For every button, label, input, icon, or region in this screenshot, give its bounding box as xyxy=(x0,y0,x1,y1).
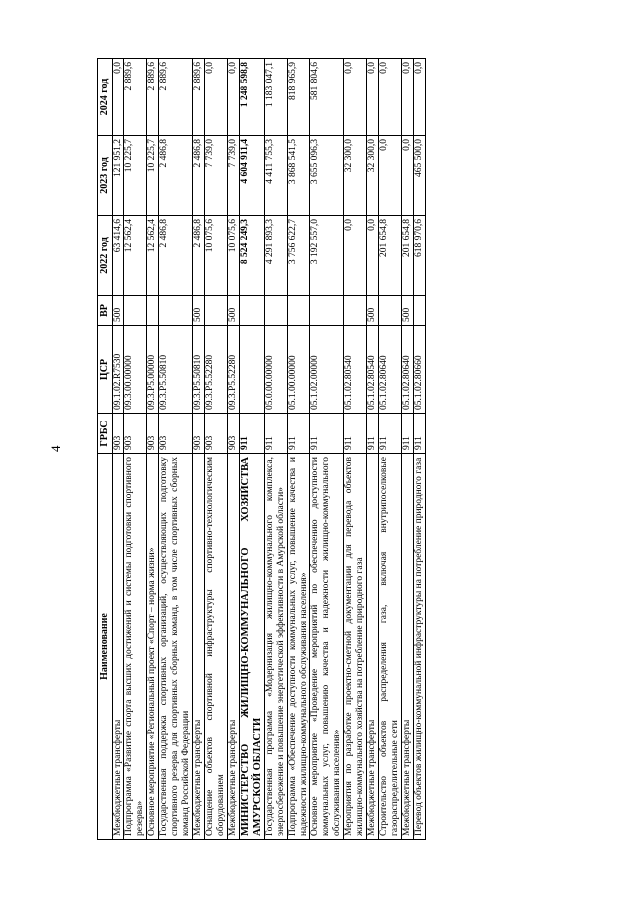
cell-vr xyxy=(413,296,425,326)
cell-name: Государственная программа «Модернизация жилищно-коммунального комплекса, энергосбережение и повышение энергетической эффективности в Амурской области» xyxy=(264,454,287,840)
cell-name: Основное мероприятие «Региональный проект «Спорт – норма жизни» xyxy=(147,454,159,840)
cell-2023: 2 486,8 xyxy=(192,136,204,216)
cell-grbs: 903 xyxy=(227,414,239,454)
cell-2024: 581 804,6 xyxy=(310,59,344,136)
cell-2023: 7 739,0 xyxy=(204,136,227,216)
cell-2022: 10 075,6 xyxy=(227,216,239,296)
cell-csr xyxy=(239,326,264,414)
cell-2023: 465 500,0 xyxy=(413,136,425,216)
cell-csr: 05.1.02.80540 xyxy=(344,326,367,414)
cell-2022: 2 486,8 xyxy=(159,216,193,296)
cell-grbs: 911 xyxy=(367,414,379,454)
cell-csr: 09.3.P5.52280 xyxy=(227,326,239,414)
cell-2024: 0,0 xyxy=(401,59,413,136)
cell-2024: 0,0 xyxy=(378,59,401,136)
cell-2023: 32 300,0 xyxy=(344,136,367,216)
cell-grbs: 911 xyxy=(413,414,425,454)
cell-vr xyxy=(378,296,401,326)
table-row xyxy=(264,59,287,840)
table-row xyxy=(401,59,413,840)
cell-vr xyxy=(310,296,344,326)
header-vr: ВР xyxy=(98,296,113,326)
cell-2022: 201 654,8 xyxy=(401,216,413,296)
table-row xyxy=(310,59,344,840)
cell-vr: 500 xyxy=(227,296,239,326)
cell-2022: 3 756 622,7 xyxy=(287,216,310,296)
header-grbs: ГРБС xyxy=(98,414,113,454)
cell-csr: 05.1.02.80540 xyxy=(367,326,379,414)
cell-csr: 09.3.P5.52280 xyxy=(204,326,227,414)
cell-grbs: 911 xyxy=(401,414,413,454)
cell-2022: 0,0 xyxy=(344,216,367,296)
cell-grbs: 911 xyxy=(344,414,367,454)
cell-2024: 0,0 xyxy=(367,59,379,136)
table-row xyxy=(159,59,193,840)
cell-name: Мероприятия по разработке проектно-сметной документации для перевода объектов жилищно-коммунального хозяйства на потребление природного газа xyxy=(344,454,367,840)
cell-vr xyxy=(239,296,264,326)
table-row xyxy=(147,59,159,840)
cell-2023: 4 411 755,3 xyxy=(264,136,287,216)
cell-grbs: 903 xyxy=(192,414,204,454)
cell-2022: 12 562,4 xyxy=(124,216,147,296)
header-csr: ЦСР xyxy=(98,326,113,414)
cell-vr xyxy=(344,296,367,326)
cell-grbs: 911 xyxy=(264,414,287,454)
cell-2023: 4 604 911,4 xyxy=(239,136,264,216)
cell-name: Государственная поддержка спортивных организаций, осуществляющих подготовку спортивного резерва для спортивных сборных команд, в том числе спортивных сборных команд Российской Федерации xyxy=(159,454,193,840)
cell-2023: 3 868 541,5 xyxy=(287,136,310,216)
table-row xyxy=(204,59,227,840)
budget-table-container xyxy=(97,59,559,840)
cell-name: Подпрограмма «Обеспечение доступности коммунальных услуг, повышение качества и надежности жилищно-коммунального обслуживания населения» xyxy=(287,454,310,840)
table-header-row xyxy=(98,59,113,840)
cell-name: Перевод объектов жилищно-коммунальной инфраструктуры на потребление природного газа xyxy=(413,454,425,840)
cell-2022: 8 524 249,3 xyxy=(239,216,264,296)
cell-2023: 0,0 xyxy=(378,136,401,216)
table-row xyxy=(287,59,310,840)
cell-2023: 32 300,0 xyxy=(367,136,379,216)
cell-vr: 500 xyxy=(367,296,379,326)
cell-grbs: 903 xyxy=(147,414,159,454)
cell-2024: 2 889,6 xyxy=(159,59,193,136)
cell-2023: 121 951,2 xyxy=(112,136,124,216)
cell-csr: 09.3.P5.50810 xyxy=(192,326,204,414)
cell-name: Подпрограмма «Развитие спорта высших достижений и системы подготовки спортивного резерва» xyxy=(124,454,147,840)
cell-vr xyxy=(204,296,227,326)
cell-2022: 0,0 xyxy=(367,216,379,296)
cell-2023: 3 655 096,3 xyxy=(310,136,344,216)
table-row xyxy=(378,59,401,840)
budget-table xyxy=(97,58,426,840)
cell-grbs: 903 xyxy=(124,414,147,454)
cell-2024: 1 248 598,8 xyxy=(239,59,264,136)
cell-csr: 05.1.02.80660 xyxy=(413,326,425,414)
cell-grbs: 903 xyxy=(204,414,227,454)
cell-name: Межбюджетные трансферты xyxy=(192,454,204,840)
cell-2022: 3 192 557,0 xyxy=(310,216,344,296)
cell-2022: 10 075,6 xyxy=(204,216,227,296)
cell-2022: 4 291 893,3 xyxy=(264,216,287,296)
cell-2022: 12 562,4 xyxy=(147,216,159,296)
table-row xyxy=(239,59,264,840)
cell-csr: 09.1.02.R7530 xyxy=(112,326,124,414)
cell-csr: 05.0.00.00000 xyxy=(264,326,287,414)
cell-csr: 09.3.P5.50810 xyxy=(159,326,193,414)
cell-name: МИНИСТЕРСТВО ЖИЛИЩНО-КОММУНАЛЬНОГО ХОЗЯЙСТВА АМУРСКОЙ ОБЛАСТИ xyxy=(239,454,264,840)
page-number: 4 xyxy=(48,445,63,452)
cell-name: Межбюджетные трансферты xyxy=(227,454,239,840)
table-body xyxy=(112,59,425,840)
cell-2024: 0,0 xyxy=(344,59,367,136)
header-2023: 2023 год xyxy=(98,136,113,216)
cell-grbs: 911 xyxy=(287,414,310,454)
cell-csr: 09.3.00.00000 xyxy=(124,326,147,414)
cell-2023: 7 739,0 xyxy=(227,136,239,216)
header-2022: 2022 год xyxy=(98,216,113,296)
cell-csr: 05.1.02.80640 xyxy=(378,326,401,414)
cell-vr: 500 xyxy=(192,296,204,326)
cell-2023: 10 225,7 xyxy=(147,136,159,216)
cell-grbs: 911 xyxy=(239,414,264,454)
cell-csr: 05.1.00.00000 xyxy=(287,326,310,414)
cell-csr: 05.1.02.80640 xyxy=(401,326,413,414)
cell-vr xyxy=(147,296,159,326)
table-row xyxy=(344,59,367,840)
table-row xyxy=(124,59,147,840)
cell-name: Межбюджетные трансферты xyxy=(401,454,413,840)
cell-name: Межбюджетные трансферты xyxy=(112,454,124,840)
cell-vr xyxy=(264,296,287,326)
cell-2024: 0,0 xyxy=(413,59,425,136)
header-2024: 2024 год xyxy=(98,59,113,136)
cell-2024: 1 183 047,1 xyxy=(264,59,287,136)
table-row xyxy=(227,59,239,840)
cell-grbs: 911 xyxy=(378,414,401,454)
cell-vr xyxy=(287,296,310,326)
cell-name: Межбюджетные трансферты xyxy=(367,454,379,840)
cell-2024: 818 965,9 xyxy=(287,59,310,136)
cell-2022: 63 414,6 xyxy=(112,216,124,296)
cell-2024: 2 889,6 xyxy=(147,59,159,136)
cell-grbs: 911 xyxy=(310,414,344,454)
cell-grbs: 903 xyxy=(159,414,193,454)
cell-csr: 05.1.02.00000 xyxy=(310,326,344,414)
cell-name: Основное мероприятие «Проведение мероприятий по обеспечению доступности коммунальных услуг, повышению качества и надежности жилищно-коммунального обслуживания населения» xyxy=(310,454,344,840)
table-row xyxy=(413,59,425,840)
cell-vr: 500 xyxy=(112,296,124,326)
cell-grbs: 903 xyxy=(112,414,124,454)
cell-name: Оснащение объектов спортивной инфраструктуры спортивно-технологическим оборудованием xyxy=(204,454,227,840)
cell-2022: 201 654,8 xyxy=(378,216,401,296)
cell-2024: 0,0 xyxy=(204,59,227,136)
cell-2024: 0,0 xyxy=(227,59,239,136)
cell-2024: 2 889,6 xyxy=(192,59,204,136)
cell-2022: 618 970,6 xyxy=(413,216,425,296)
cell-2024: 0,0 xyxy=(112,59,124,136)
cell-vr xyxy=(159,296,193,326)
cell-2023: 0,0 xyxy=(401,136,413,216)
cell-vr: 500 xyxy=(401,296,413,326)
cell-2022: 2 486,8 xyxy=(192,216,204,296)
cell-2023: 10 225,7 xyxy=(124,136,147,216)
table-row xyxy=(192,59,204,840)
header-name: Наименование xyxy=(98,454,113,840)
table-row xyxy=(367,59,379,840)
table-row xyxy=(112,59,124,840)
cell-2023: 2 486,8 xyxy=(159,136,193,216)
cell-vr xyxy=(124,296,147,326)
cell-name: Строительство объектов распределения газа, включая внутрипоселковые газораспределительные сети xyxy=(378,454,401,840)
cell-2024: 2 889,6 xyxy=(124,59,147,136)
cell-csr: 09.3.P5.00000 xyxy=(147,326,159,414)
